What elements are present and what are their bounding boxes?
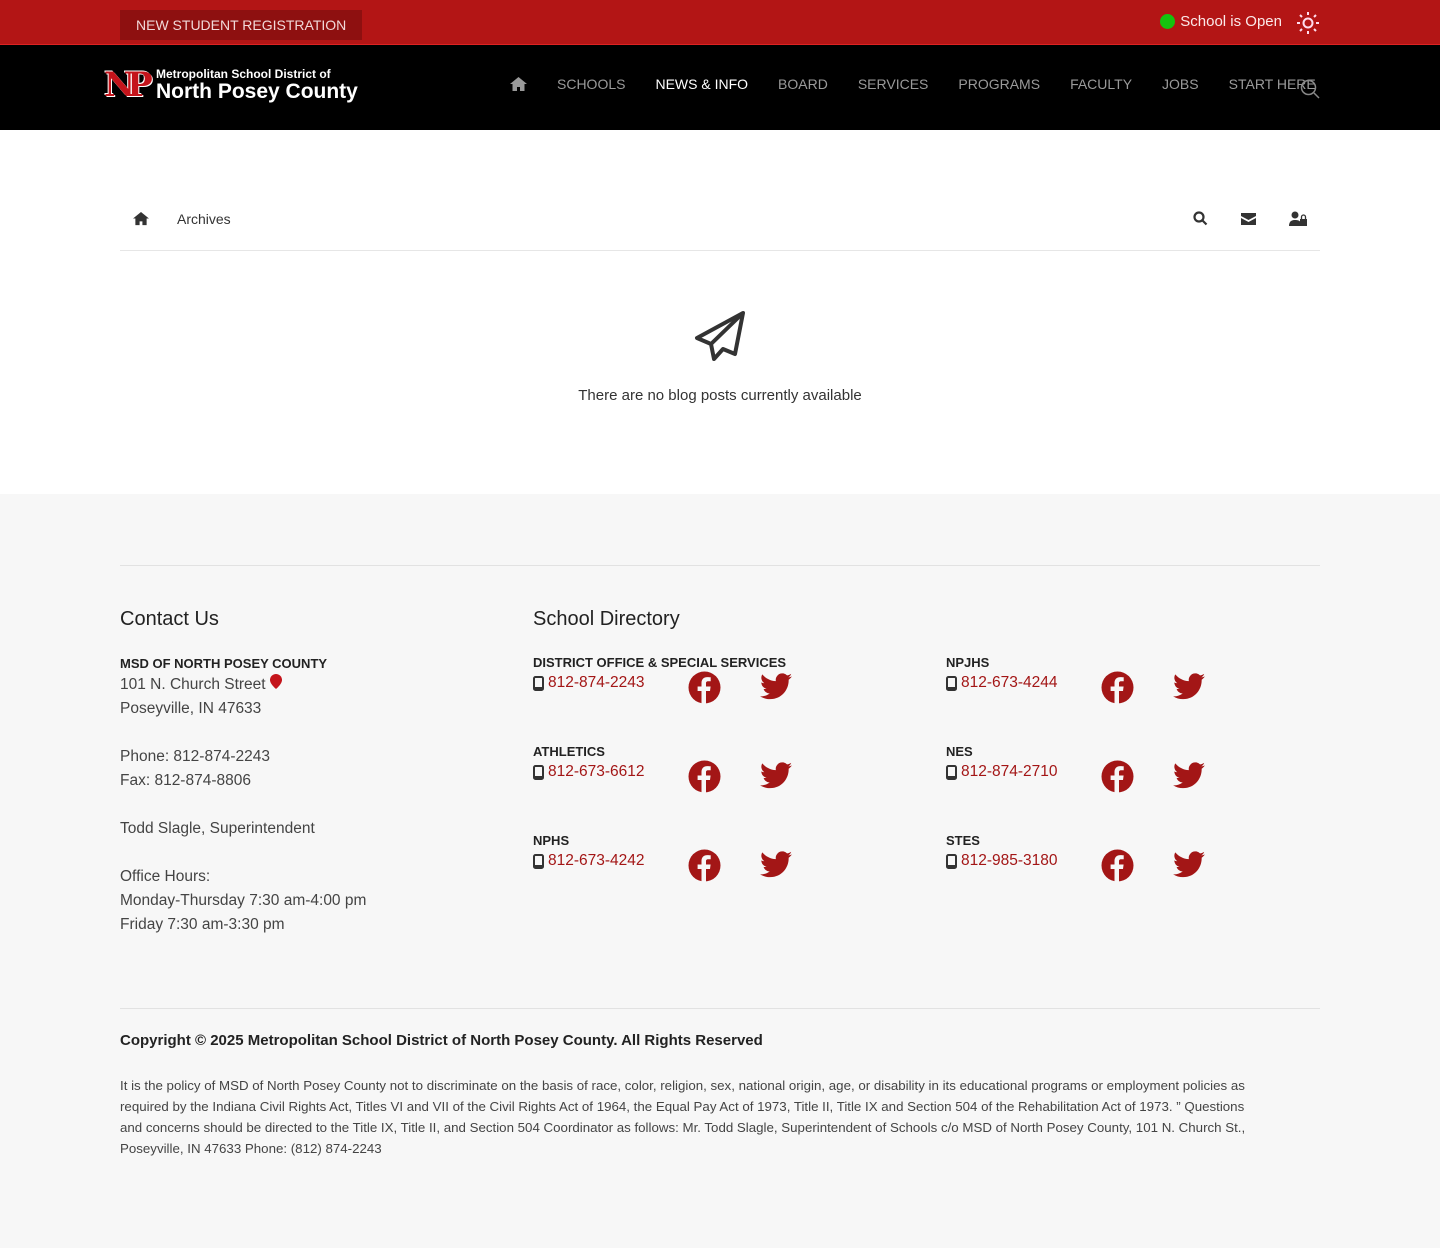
nav-services[interactable]: SERVICES <box>857 76 929 92</box>
empty-state <box>0 310 1440 404</box>
directory-entry <box>946 744 1246 781</box>
logo-line1: Metropolitan School District of <box>156 67 331 81</box>
superintendent: Todd Slagle, Superintendent <box>120 820 315 837</box>
facebook-icon[interactable] <box>688 760 721 793</box>
mobile-phone-icon <box>533 676 544 691</box>
twitter-icon[interactable] <box>1173 762 1205 789</box>
fax: Fax: 812-874-8806 <box>120 772 251 789</box>
twitter-icon[interactable] <box>1173 673 1205 700</box>
hours-friday: Friday 7:30 am-3:30 pm <box>120 916 285 933</box>
new-student-registration-button[interactable]: NEW STUDENT REGISTRATION <box>120 10 362 40</box>
divider <box>120 1008 1320 1009</box>
hours-label: Office Hours: <box>120 868 211 885</box>
twitter-icon[interactable] <box>760 673 792 700</box>
district-logo[interactable] <box>104 65 358 105</box>
nav-news-info[interactable]: NEWS & INFO <box>655 76 749 92</box>
phone-link[interactable]: 812-673-6612 <box>548 763 645 780</box>
directory-entry <box>533 744 833 781</box>
contact-info <box>120 655 366 937</box>
facebook-icon[interactable] <box>1101 849 1134 882</box>
hours-weekday: Monday-Thursday 7:30 am-4:00 pm <box>120 892 367 909</box>
home-icon[interactable] <box>510 76 527 92</box>
school-name: NES <box>946 744 973 759</box>
search-icon[interactable] <box>1300 79 1320 99</box>
paper-plane-icon <box>694 310 746 362</box>
school-status <box>1160 13 1282 30</box>
twitter-icon[interactable] <box>760 851 792 878</box>
phone-link[interactable]: 812-673-4244 <box>961 674 1058 691</box>
school-name: ATHLETICS <box>533 744 605 759</box>
breadcrumb-archives: Archives <box>177 211 231 227</box>
nondiscrimination-policy: It is the policy of MSD of North Posey County not to discriminate on the basis of race, color, religion, sex, national origin, age, or disability in its educational programs or employment policies as required by the Indiana Civil Rights Act, Titles VI and VII of the Civil Rights Act of 1964, the Equal Pay Act of 1973, Title II, Title IX and Section 504 of the Rehabilitation Act of 1973. ” Questions and concerns should be directed to the Title IX, Title II, and Section 504 Coordinator as follows: Mr. Todd Slagle, Superintendent of Schools c/o MSD of North Posey County, 101 N. Church St., Poseyville, IN 47633 Phone: (812) 874-2243 <box>120 1078 1246 1156</box>
twitter-icon[interactable] <box>1173 851 1205 878</box>
school-name: STES <box>946 833 980 848</box>
mobile-phone-icon <box>946 854 957 869</box>
mobile-phone-icon <box>946 676 957 691</box>
np-logo-mark: NP <box>104 65 145 105</box>
nav-start-here[interactable]: START HERE <box>1228 76 1316 92</box>
logo-line2: North Posey County <box>156 80 358 103</box>
search-icon[interactable] <box>1193 211 1208 226</box>
twitter-icon[interactable] <box>760 762 792 789</box>
user-lock-icon[interactable] <box>1289 211 1308 226</box>
phone-link[interactable]: 812-874-2243 <box>548 674 645 691</box>
facebook-icon[interactable] <box>1101 671 1134 704</box>
phone-link[interactable]: 812-874-2710 <box>961 763 1058 780</box>
facebook-icon[interactable] <box>1101 760 1134 793</box>
directory-entry <box>533 833 833 870</box>
facebook-icon[interactable] <box>688 849 721 882</box>
nav-jobs[interactable]: JOBS <box>1162 76 1199 92</box>
contact-heading: Contact Us <box>120 608 219 630</box>
facebook-icon[interactable] <box>688 671 721 704</box>
breadcrumb <box>120 195 1320 251</box>
status-text: School is Open <box>1180 13 1282 30</box>
divider <box>120 565 1320 566</box>
directory-entry <box>946 833 1246 870</box>
copyright: Copyright © 2025 Metropolitan School District of North Posey County. All Rights Reserved <box>120 1032 763 1049</box>
empty-message: There are no blog posts currently available <box>578 387 862 404</box>
phone: Phone: 812-874-2243 <box>120 748 270 765</box>
directory-entry <box>533 655 833 692</box>
mobile-phone-icon <box>533 765 544 780</box>
org-name: MSD OF NORTH POSEY COUNTY <box>120 656 328 671</box>
mobile-phone-icon <box>946 765 957 780</box>
status-dot-icon <box>1160 14 1175 29</box>
street: 101 N. Church Street <box>120 676 266 693</box>
nav-board[interactable]: BOARD <box>778 76 828 92</box>
main-navigation <box>0 45 1440 130</box>
nav-faculty[interactable]: FACULTY <box>1070 76 1133 92</box>
city: Poseyville, IN 47633 <box>120 700 262 717</box>
home-icon[interactable] <box>133 211 149 226</box>
directory-heading: School Directory <box>533 608 680 630</box>
sun-icon[interactable] <box>1297 12 1319 34</box>
envelope-icon[interactable] <box>1241 213 1256 225</box>
school-name: DISTRICT OFFICE & SPECIAL SERVICES <box>533 655 787 670</box>
nav-programs[interactable]: PROGRAMS <box>958 76 1041 92</box>
top-bar <box>0 0 1440 45</box>
directory-entry <box>946 655 1246 692</box>
school-name: NPJHS <box>946 655 990 670</box>
mobile-phone-icon <box>533 854 544 869</box>
nav-schools[interactable]: SCHOOLS <box>557 76 626 92</box>
phone-link[interactable]: 812-985-3180 <box>961 852 1058 869</box>
phone-link[interactable]: 812-673-4242 <box>548 852 645 869</box>
school-name: NPHS <box>533 833 570 848</box>
map-marker-icon[interactable] <box>270 674 282 689</box>
main-content <box>0 130 1440 494</box>
